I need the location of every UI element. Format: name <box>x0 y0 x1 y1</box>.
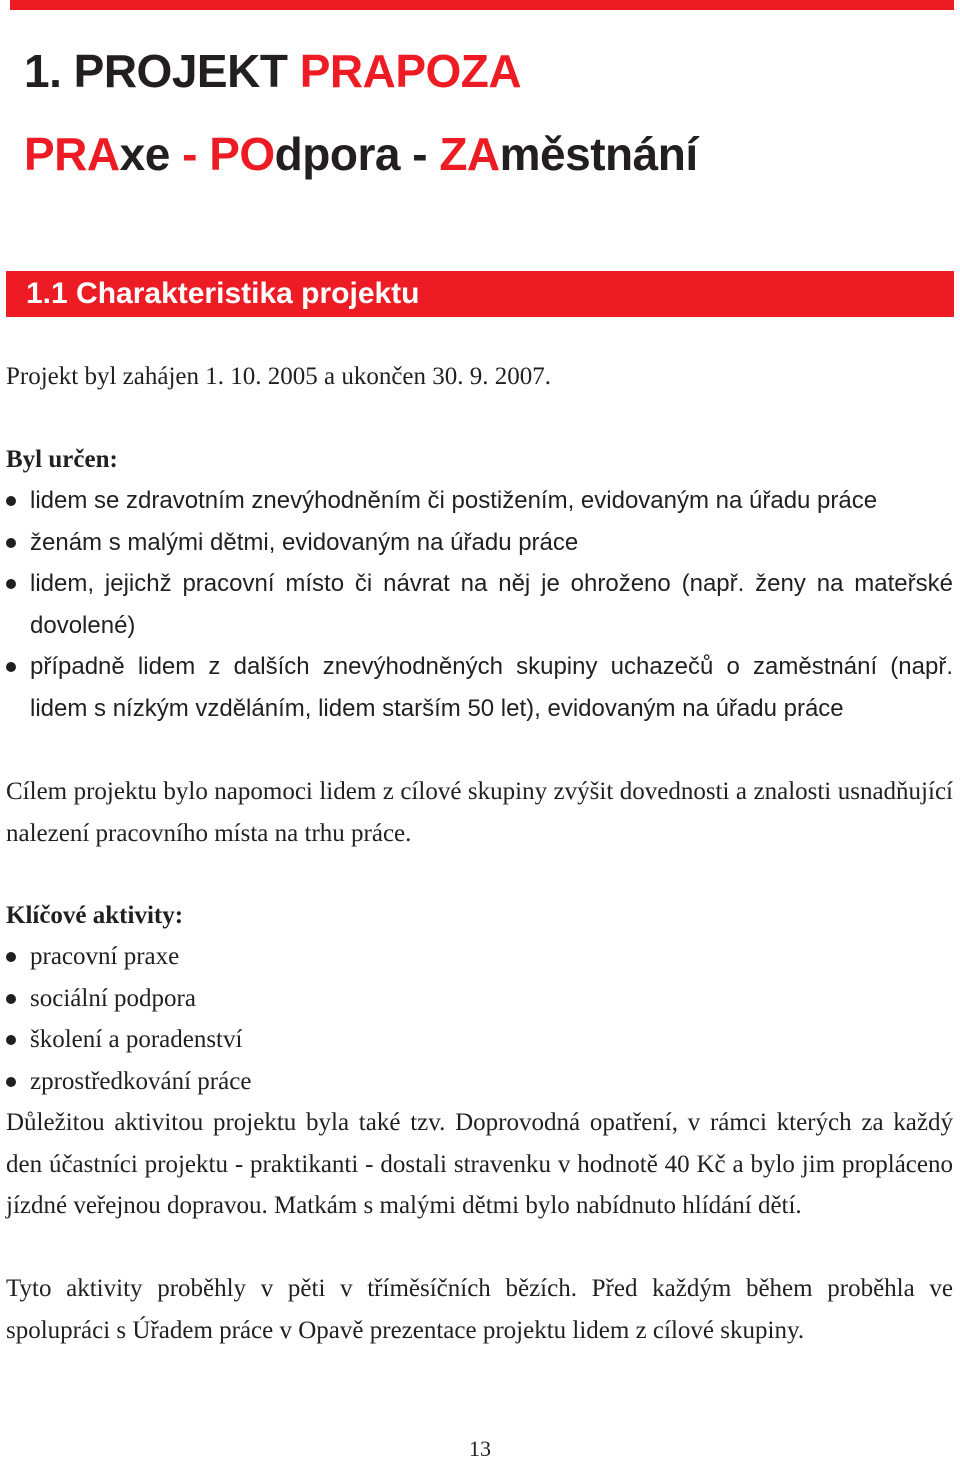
section-header-bar <box>6 271 954 317</box>
list-item-text: školení a poradenství <box>30 1026 243 1053</box>
acronym-separator-2: - <box>399 128 440 180</box>
page-number: 13 <box>469 1436 491 1461</box>
target-groups-heading: Byl určen: <box>6 446 118 473</box>
bullet-icon <box>6 579 16 589</box>
acronym-part-2-letters: PO <box>209 128 275 180</box>
bullet-icon <box>6 994 16 1004</box>
section-title: 1.1 Charakteristika projektu <box>26 277 420 310</box>
list-item <box>6 1061 953 1103</box>
chapter-number: 1. <box>24 45 62 97</box>
list-item <box>6 522 953 564</box>
key-activities-heading: Klíčové aktivity: <box>6 902 184 929</box>
goal-paragraph: Cílem projektu bylo napomoci lidem z cílové skupiny zvýšit dovednosti a znalosti usnadňující nalezení pracovního místa na trhu práce. <box>6 778 953 847</box>
support-measures-paragraph: Důležitou aktivitou projektu byla také tzv. Doprovodná opatření, v rámci kterých za každý den účastníci projektu - praktikanti - dostali stravenku v hodnotě 40 Kč a bylo jim propláceno jízdné veřejnou dopravou. Matkám s malými dětmi bylo nabídnuto hlídání dětí. <box>6 1109 953 1219</box>
chapter-name-prefix: PROJEKT <box>73 45 288 97</box>
list-item <box>6 480 953 522</box>
bullet-icon <box>6 662 16 672</box>
list-item-text: lidem, jejichž pracovní místo či návrat na něj je ohroženo (např. ženy na mateřské dovolené) <box>30 570 953 639</box>
acronym-part-3-letters: ZA <box>439 128 500 180</box>
list-item-text: ženám s malými dětmi, evidovaným na úřadu práce <box>30 528 579 556</box>
top-red-rule <box>10 0 954 10</box>
bullet-icon <box>6 538 16 548</box>
intro-paragraph: Projekt byl zahájen 1. 10. 2005 a ukončen 30. 9. 2007. <box>6 363 552 390</box>
list-item <box>6 978 953 1020</box>
list-item <box>6 936 953 978</box>
acronym-expansion <box>24 127 698 181</box>
list-item-text: pracovní praxe <box>30 943 180 970</box>
list-item-text: zprostředkování práce <box>30 1067 252 1095</box>
bullet-icon <box>6 496 16 506</box>
list-item-text: případně lidem z dalších znevýhodněných skupiny uchazečů o zaměstnání (např. lidem s nízkým vzděláním, lidem starším 50 let), evidovaným na úřadu práce <box>30 653 953 722</box>
bullet-icon <box>6 1077 16 1087</box>
chapter-acronym: PRAPOZA <box>299 45 522 97</box>
target-groups-list <box>6 480 953 729</box>
acronym-part-1-letters: PRA <box>24 128 120 180</box>
list-item <box>6 563 953 646</box>
acronym-part-2-rest: dpora <box>274 128 400 180</box>
bullet-icon <box>6 952 16 962</box>
acronym-separator-1: - <box>169 128 210 180</box>
key-activities-list <box>6 936 953 1102</box>
bullet-icon <box>6 1035 16 1045</box>
list-item <box>6 1019 953 1061</box>
closing-paragraph: Tyto aktivity proběhly v pěti v tříměsíčních bězích. Před každým během proběhla ve spolupráci s Úřadem práce v Opavě prezentace projektu lidem z cílové skupiny. <box>6 1275 953 1344</box>
list-item <box>6 646 953 729</box>
chapter-title <box>24 44 521 98</box>
list-item-text: lidem se zdravotním znevýhodněním či postižením, evidovaným na úřadu práce <box>30 487 878 514</box>
acronym-part-1-rest: xe <box>119 128 170 180</box>
list-item-text: sociální podpora <box>30 984 196 1012</box>
acronym-part-3-rest: městnání <box>499 128 698 180</box>
